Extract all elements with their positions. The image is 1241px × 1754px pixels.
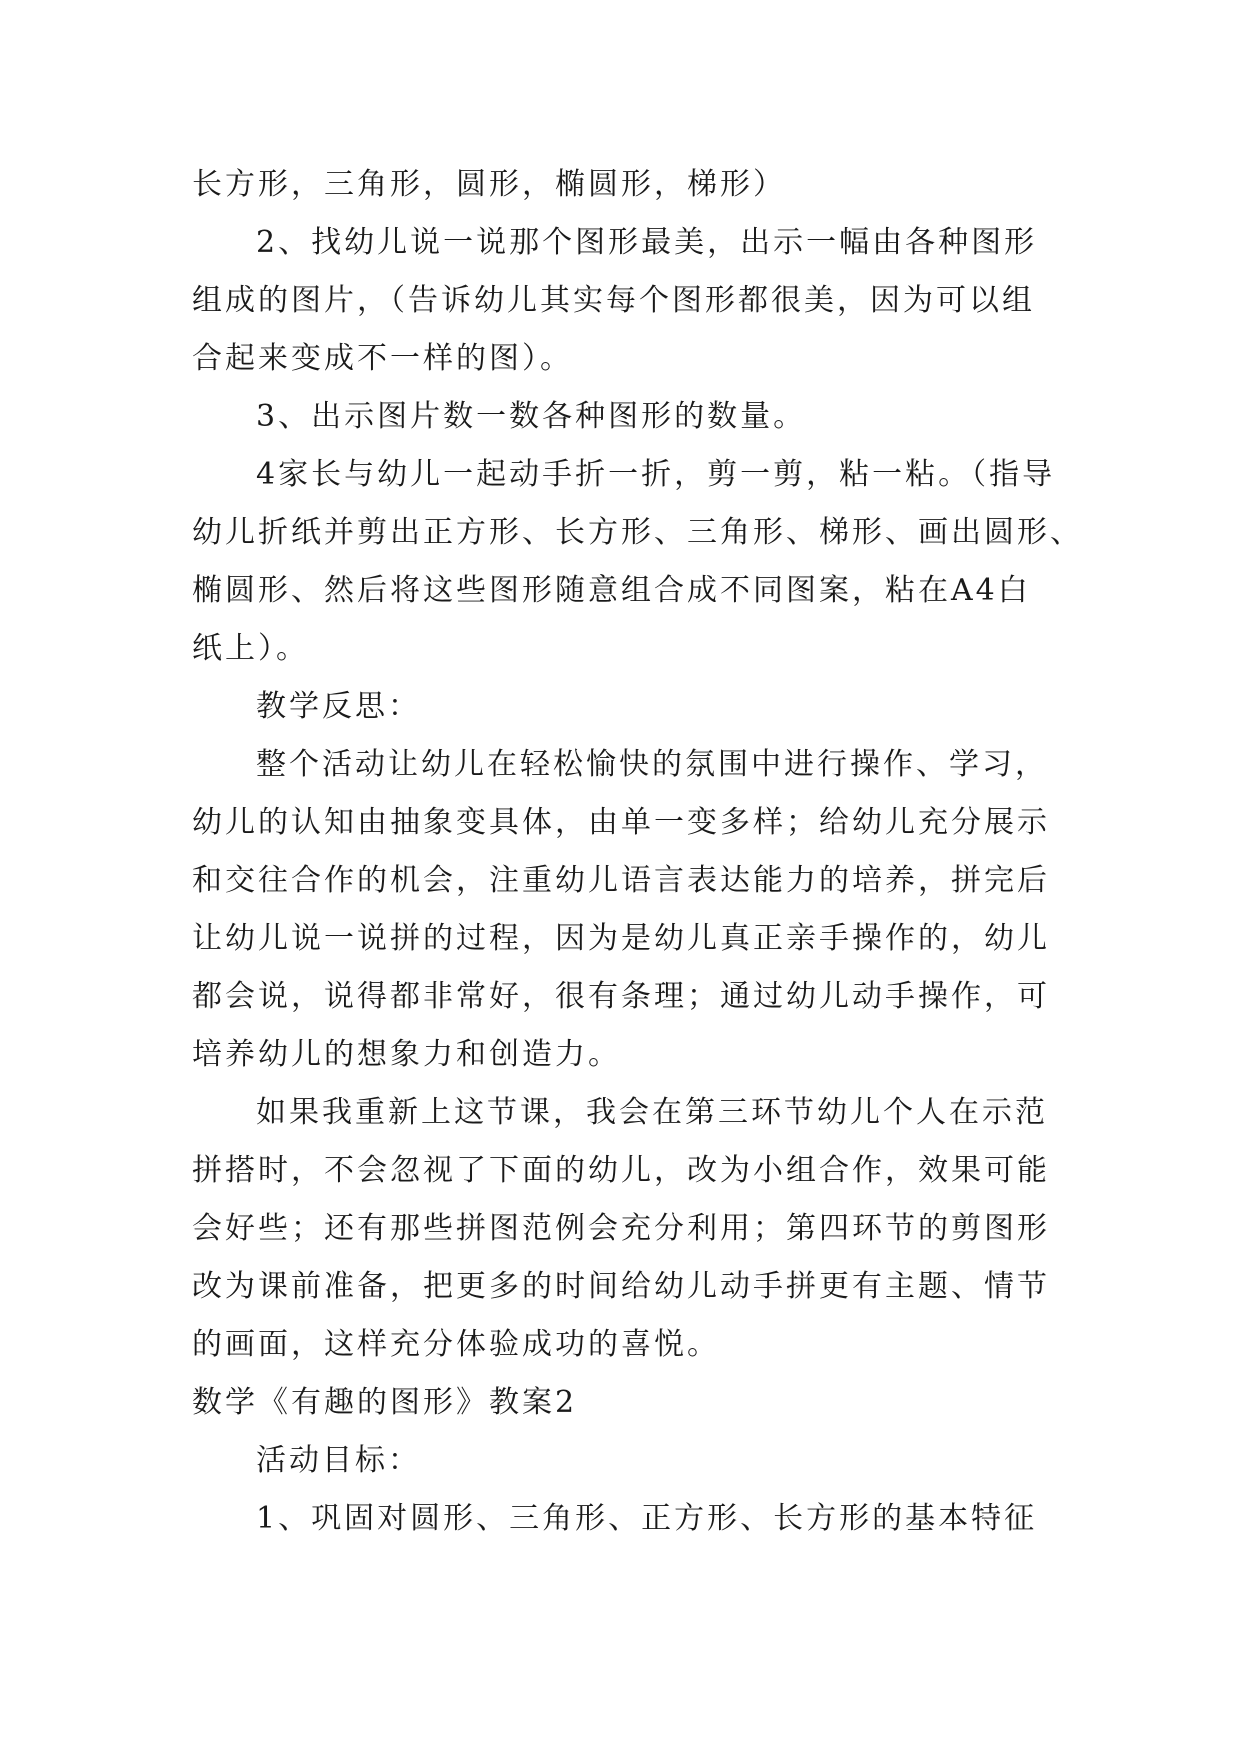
text-line: 3、出示图片数一数各种图形的数量。 — [256, 399, 807, 434]
text-line: 幼儿折纸并剪出正方形、长方形、三角形、梯形、画出圆形、 — [192, 515, 1083, 550]
text-line: 长方形，三角形，圆形，椭圆形，梯形） — [192, 167, 786, 202]
text-line: 纸上）。 — [192, 631, 309, 666]
text-line: 合起来变成不一样的图）。 — [192, 341, 573, 376]
text-line: 培养幼儿的想象力和创造力。 — [192, 1037, 621, 1072]
section-heading: 活动目标： — [256, 1443, 421, 1478]
text-line: 2、找幼儿说一说那个图形最美，出示一幅由各种图形 — [256, 225, 1038, 260]
text-line: 如果我重新上这节课，我会在第三环节幼儿个人在示范 — [256, 1095, 1048, 1130]
text-line: 4家长与幼儿一起动手折一折，剪一剪，粘一粘。（指导 — [256, 457, 1056, 492]
section-heading: 教学反思： — [256, 689, 421, 724]
text-line: 都会说，说得都非常好，很有条理；通过幼儿动手操作，可 — [192, 979, 1050, 1014]
text-line: 改为课前准备，把更多的时间给幼儿动手拼更有主题、情节 — [192, 1269, 1050, 1304]
text-line: 拼搭时，不会忽视了下面的幼儿，改为小组合作，效果可能 — [192, 1153, 1050, 1188]
text-line: 组成的图片，（告诉幼儿其实每个图形都很美，因为可以组 — [192, 283, 1035, 318]
document-title: 数学《有趣的图形》教案2 — [192, 1385, 578, 1420]
text-line: 和交往合作的机会，注重幼儿语言表达能力的培养，拼完后 — [192, 863, 1050, 898]
text-line: 的画面，这样充分体验成功的喜悦。 — [192, 1327, 720, 1362]
text-line: 整个活动让幼儿在轻松愉快的氛围中进行操作、学习， — [256, 747, 1048, 782]
text-line: 1、巩固对圆形、三角形、正方形、长方形的基本特征 — [256, 1501, 1038, 1536]
text-line: 幼儿的认知由抽象变具体，由单一变多样；给幼儿充分展示 — [192, 805, 1050, 840]
text-line: 椭圆形、然后将这些图形随意组合成不同图案，粘在A4白 — [192, 573, 1031, 608]
text-line: 会好些；还有那些拼图范例会充分利用；第四环节的剪图形 — [192, 1211, 1050, 1246]
text-line: 让幼儿说一说拼的过程，因为是幼儿真正亲手操作的，幼儿 — [192, 921, 1050, 956]
